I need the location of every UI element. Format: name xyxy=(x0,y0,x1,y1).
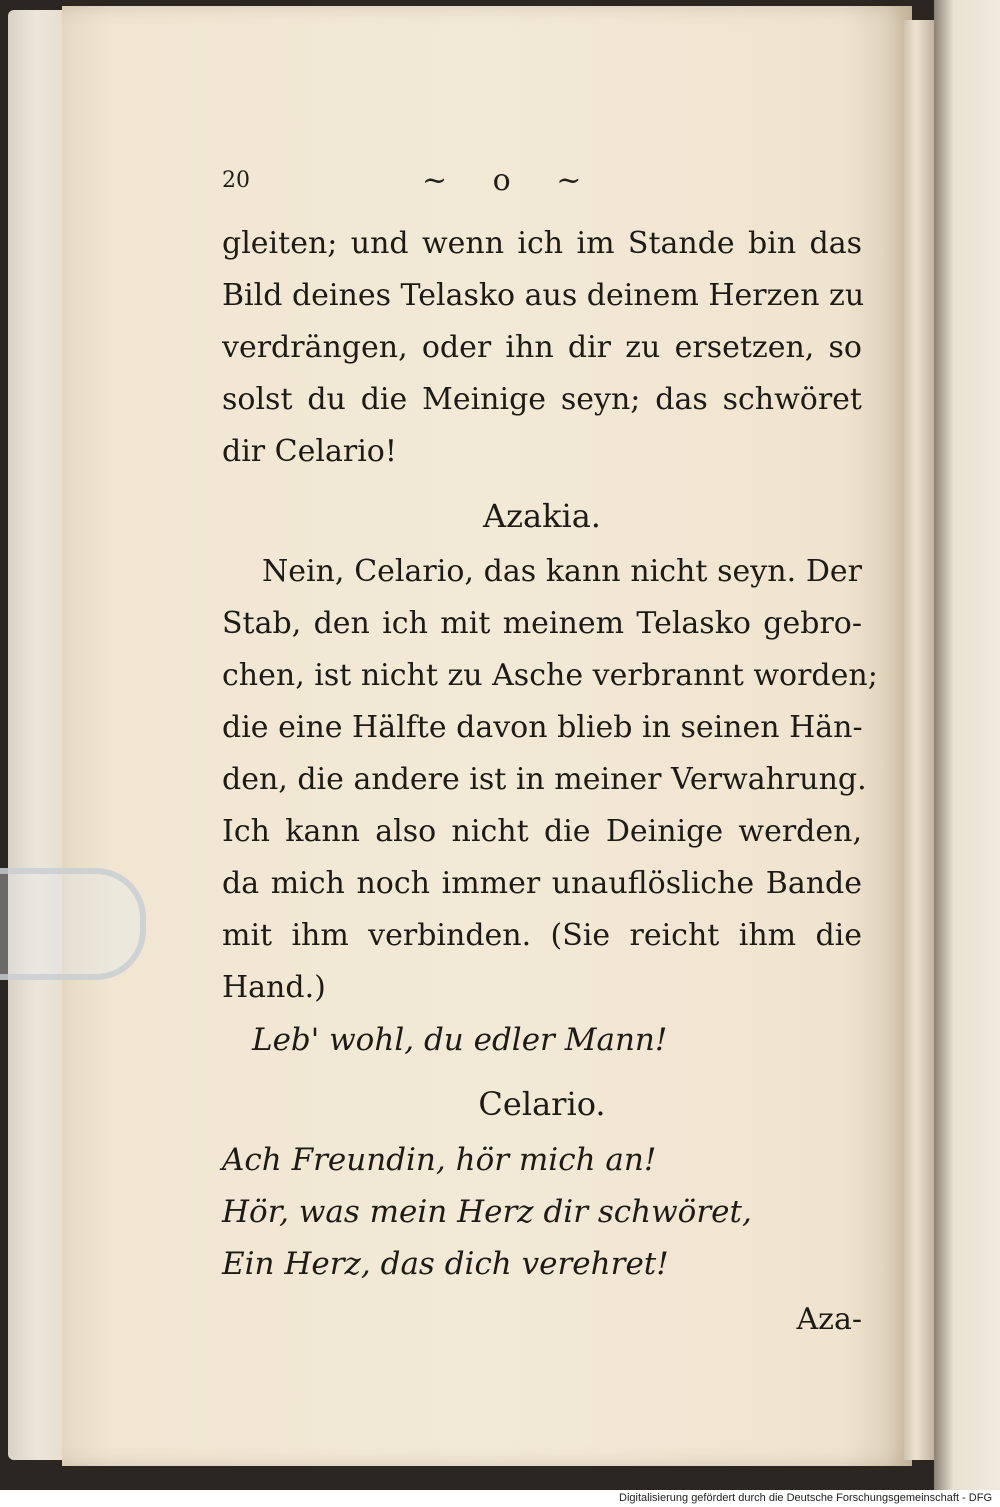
song-line: Hör, was mein Herz dir schwöret, xyxy=(222,1194,752,1230)
text-line: Hand.) xyxy=(222,970,326,1005)
speaker-name: Celario. xyxy=(478,1085,606,1123)
next-page-edge xyxy=(934,0,1000,1490)
song-line: Leb' wohl, du edler Mann! xyxy=(252,1022,668,1058)
digitization-credit: Digitalisierung gefördert durch die Deutsche Forschungsgemeinschaft - DFG xyxy=(0,1490,1000,1507)
text-line: Ich kann also nicht die Deinige werden, xyxy=(222,814,862,849)
text-line: den, die andere ist in meiner Verwahrung. xyxy=(222,762,867,797)
text-line: dir Celario! xyxy=(222,434,397,469)
text-line: die eine Hälfte davon blieb in seinen Hän- xyxy=(222,710,863,745)
paper-clip xyxy=(0,868,146,980)
text-line: Bild deines Telasko aus deinem Herzen zu xyxy=(222,278,865,313)
text-line: chen, ist nicht zu Asche verbrannt worden; xyxy=(222,658,878,693)
text-line: solst du die Meinige seyn; das schwöret xyxy=(222,382,862,417)
header-ornament: ~ o ~ xyxy=(422,162,600,198)
text-line: da mich noch immer unauflösliche Bande xyxy=(222,866,862,901)
text-line: gleiten; und wenn ich im Stande bin das xyxy=(222,226,862,261)
song-line: Ach Freundin, hör mich an! xyxy=(222,1142,657,1178)
speaker-name: Azakia. xyxy=(483,497,601,535)
running-header xyxy=(222,160,862,200)
text-line: Nein, Celario, das kann nicht seyn. Der xyxy=(262,554,862,589)
song-line: Ein Herz, das dich verehret! xyxy=(222,1246,669,1282)
page-fore-edge xyxy=(904,20,934,1460)
page-number: 20 xyxy=(222,167,250,193)
page-text xyxy=(222,160,878,1337)
text-line: verdrängen, oder ihn dir zu ersetzen, so xyxy=(222,330,862,365)
text-line: mit ihm verbinden. (Sie reicht ihm die xyxy=(222,918,862,953)
catchword: Aza- xyxy=(796,1302,862,1337)
text-line: Stab, den ich mit meinem Telasko gebro- xyxy=(222,606,862,641)
